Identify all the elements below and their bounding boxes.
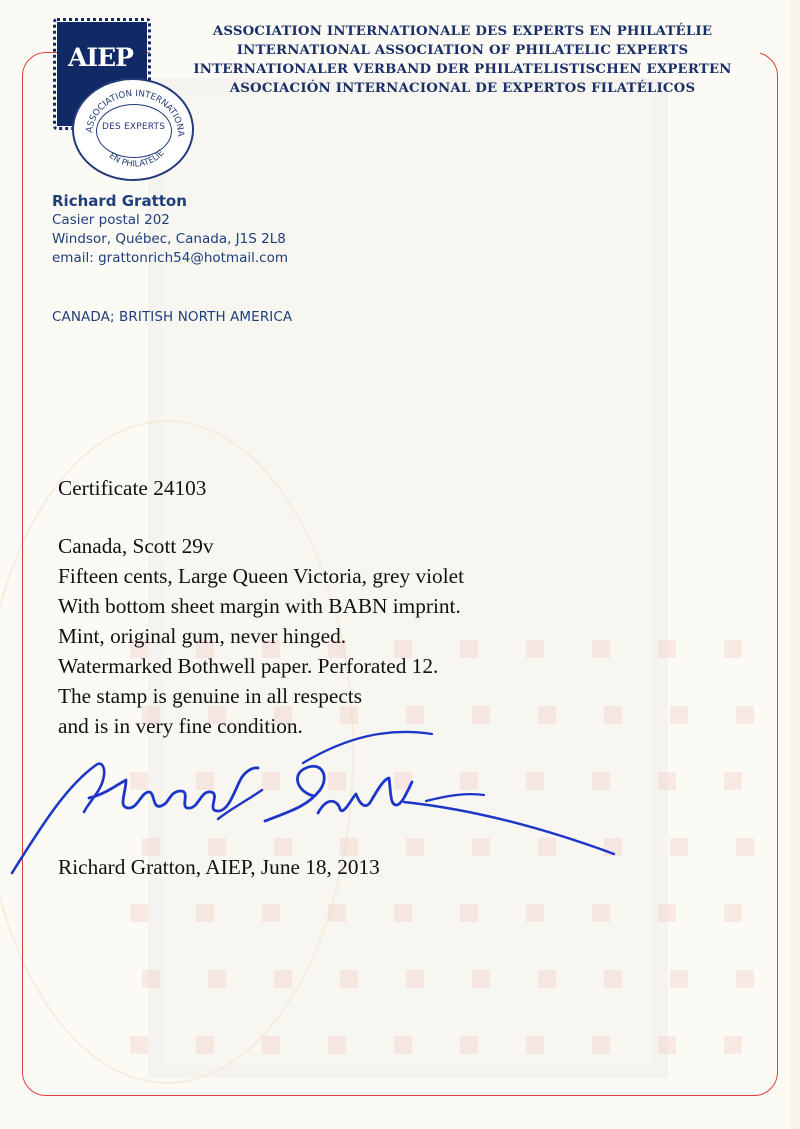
- email-address: email: grattonrich54@hotmail.com: [52, 250, 288, 266]
- seal-center-text: DES EXPERTS: [102, 122, 166, 132]
- certificate-line-stamp: Fifteen cents, Large Queen Victoria, grey violet: [58, 564, 464, 588]
- certificate-description: [58, 531, 464, 741]
- header-line-french: ASSOCIATION INTERNATIONALE DES EXPERTS EN PHILATÉLIE: [212, 24, 713, 39]
- signature-caption: Richard Gratton, AIEP, June 18, 2013: [58, 855, 380, 879]
- expert-specialty: CANADA; BRITISH NORTH AMERICA: [52, 309, 293, 325]
- expert-address-block: [52, 192, 288, 268]
- certificate-line-gum: Mint, original gum, never hinged.: [58, 624, 347, 648]
- header-line-english: INTERNATIONAL ASSOCIATION OF PHILATELIC EXPERTS: [236, 43, 689, 58]
- certificate-line-catalog: Canada, Scott 29v: [58, 534, 214, 558]
- certificate-line-paper: Watermarked Bothwell paper. Perforated 12.: [58, 654, 439, 678]
- certificate-line-margin: With bottom sheet margin with BABN imprint.: [58, 594, 461, 618]
- seal-bottom-text: EN PHILATÉLIE: [106, 148, 167, 170]
- postal-box: Casier postal 202: [52, 212, 170, 228]
- header-line-spanish: ASOCIACIÓN INTERNACIONAL DE EXPERTOS FILATÉLICOS: [229, 81, 696, 96]
- certificate-line-condition: and is in very fine condition.: [58, 714, 303, 738]
- aiep-logo-text: AIEP: [68, 46, 138, 70]
- header-line-german: INTERNATIONALER VERBAND DER PHILATELISTISCHEN EXPERTEN: [193, 62, 732, 77]
- paper-edge: [791, 0, 800, 1129]
- certificate-number: Certificate 24103: [58, 476, 207, 500]
- expert-name: Richard Gratton: [52, 192, 187, 210]
- city-address: Windsor, Québec, Canada, J1S 2L8: [52, 231, 286, 247]
- seal-ring-text: ASSOCIATION INTERNATIONA: [84, 88, 186, 137]
- certificate-line-genuine: The stamp is genuine in all respects: [58, 684, 362, 708]
